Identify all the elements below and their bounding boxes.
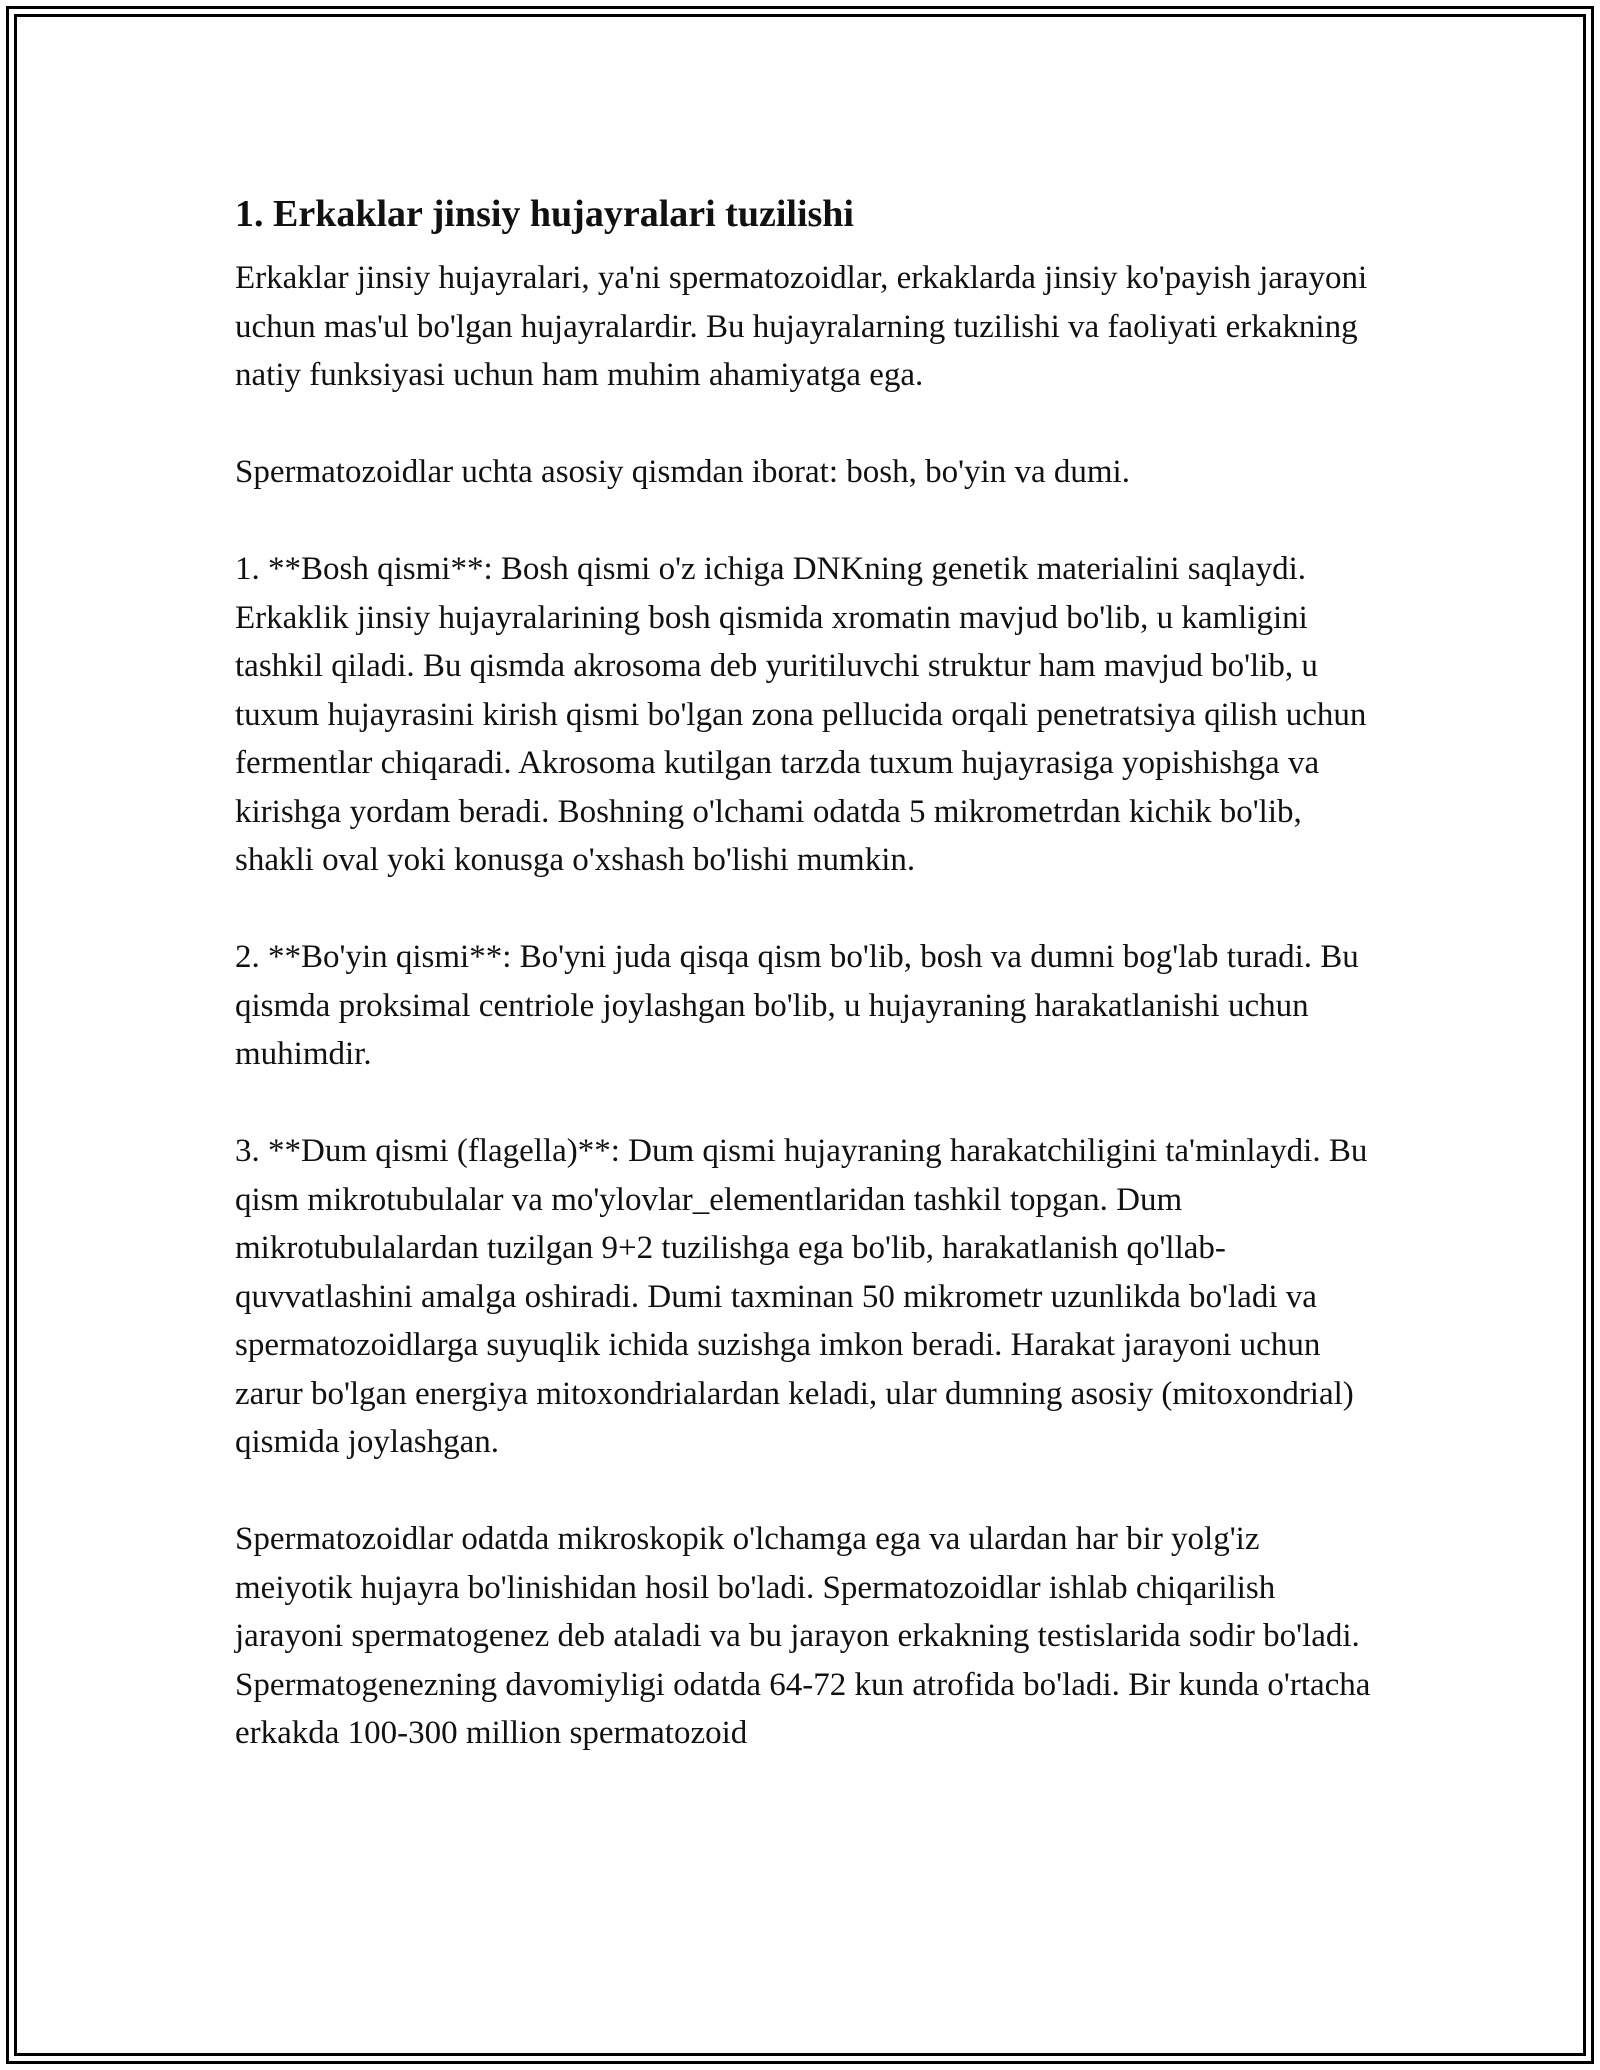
- document-body: [235, 188, 1385, 1806]
- paragraph-tail-part: 3. **Dum qismi (flagella)**: Dum qismi hujayraning harakatchiligini ta'minlaydi. Bu qism mikrotubulalar va mo'ylovlar_elementlaridan tashkil topgan. Dum mikrotubulalardan tuzilgan 9+2 tuzilishga ega bo'lib, harakatlanish qo'llab-quvvatlashini amalga oshiradi. Dumi taxminan 50 mikrometr uzunlikda bo'ladi va spermatozoidlarga suyuqlik ichida suzishga imkon beradi. Harakat jarayoni uchun zarur bo'lgan energiya mitoxondrialardan keladi, ular dumning asosiy (mitoxondrial) qismida joylashgan.: [235, 1133, 1368, 1460]
- paragraph-parts-summary: Spermatozoidlar uchta asosiy qismdan iborat: bosh, bo'yin va dumi.: [235, 454, 1130, 490]
- document-title: 1. Erkaklar jinsiy hujayralari tuzilishi: [235, 193, 854, 235]
- paragraph-head-part: 1. **Bosh qismi**: Bosh qismi o'z ichiga DNKning genetik materialini saqlaydi. Erkaklik jinsiy hujayralarining bosh qismida xromatin mavjud bo'lib, u kamligini tashkil qiladi. Bu qismda akrosoma deb yuritiluvchi struktur ham mavjud bo'lib, u tuxum hujayrasini kirish qismi bo'lgan zona pellucida orqali penetratsiya qilish uchun fermentlar chiqaradi. Akrosoma kutilgan tarzda tuxum hujayrasiga yopishishga va kirishga yordam beradi. Boshning o'lchami odatda 5 mikrometrdan kichik bo'lib, shakli oval yoki konusga o'xshash bo'lishi mumkin.: [235, 551, 1367, 878]
- paragraph-intro: Erkaklar jinsiy hujayralari, ya'ni spermatozoidlar, erkaklarda jinsiy ko'payish jarayoni uchun mas'ul bo'lgan hujayralardir. Bu hujayralarning tuzilishi va faoliyati erkakning natiy funksiyasi uchun ham muhim ahamiyatga ega.: [235, 260, 1368, 393]
- paragraph-neck-part: 2. **Bo'yin qismi**: Bo'yni juda qisqa qism bo'lib, bosh va dumni bog'lab turadi. Bu qismda proksimal centriole joylashgan bo'lib, u hujayraning harakatlanishi uchun muhimdir.: [235, 939, 1359, 1072]
- paragraph-spermatogenesis: Spermatozoidlar odatda mikroskopik o'lchamga ega va ulardan har bir yolg'iz meiyotik hujayra bo'linishidan hosil bo'ladi. Spermatozoidlar ishlab chiqarilish jarayoni spermatogenez deb ataladi va bu jarayon erkakning testislarida sodir bo'ladi. Spermatogenezning davomiyligi odatda 64-72 kun atrofida bo'ladi. Bir kunda o'rtacha erkakda 100-300 million spermatozoid: [235, 1521, 1371, 1751]
